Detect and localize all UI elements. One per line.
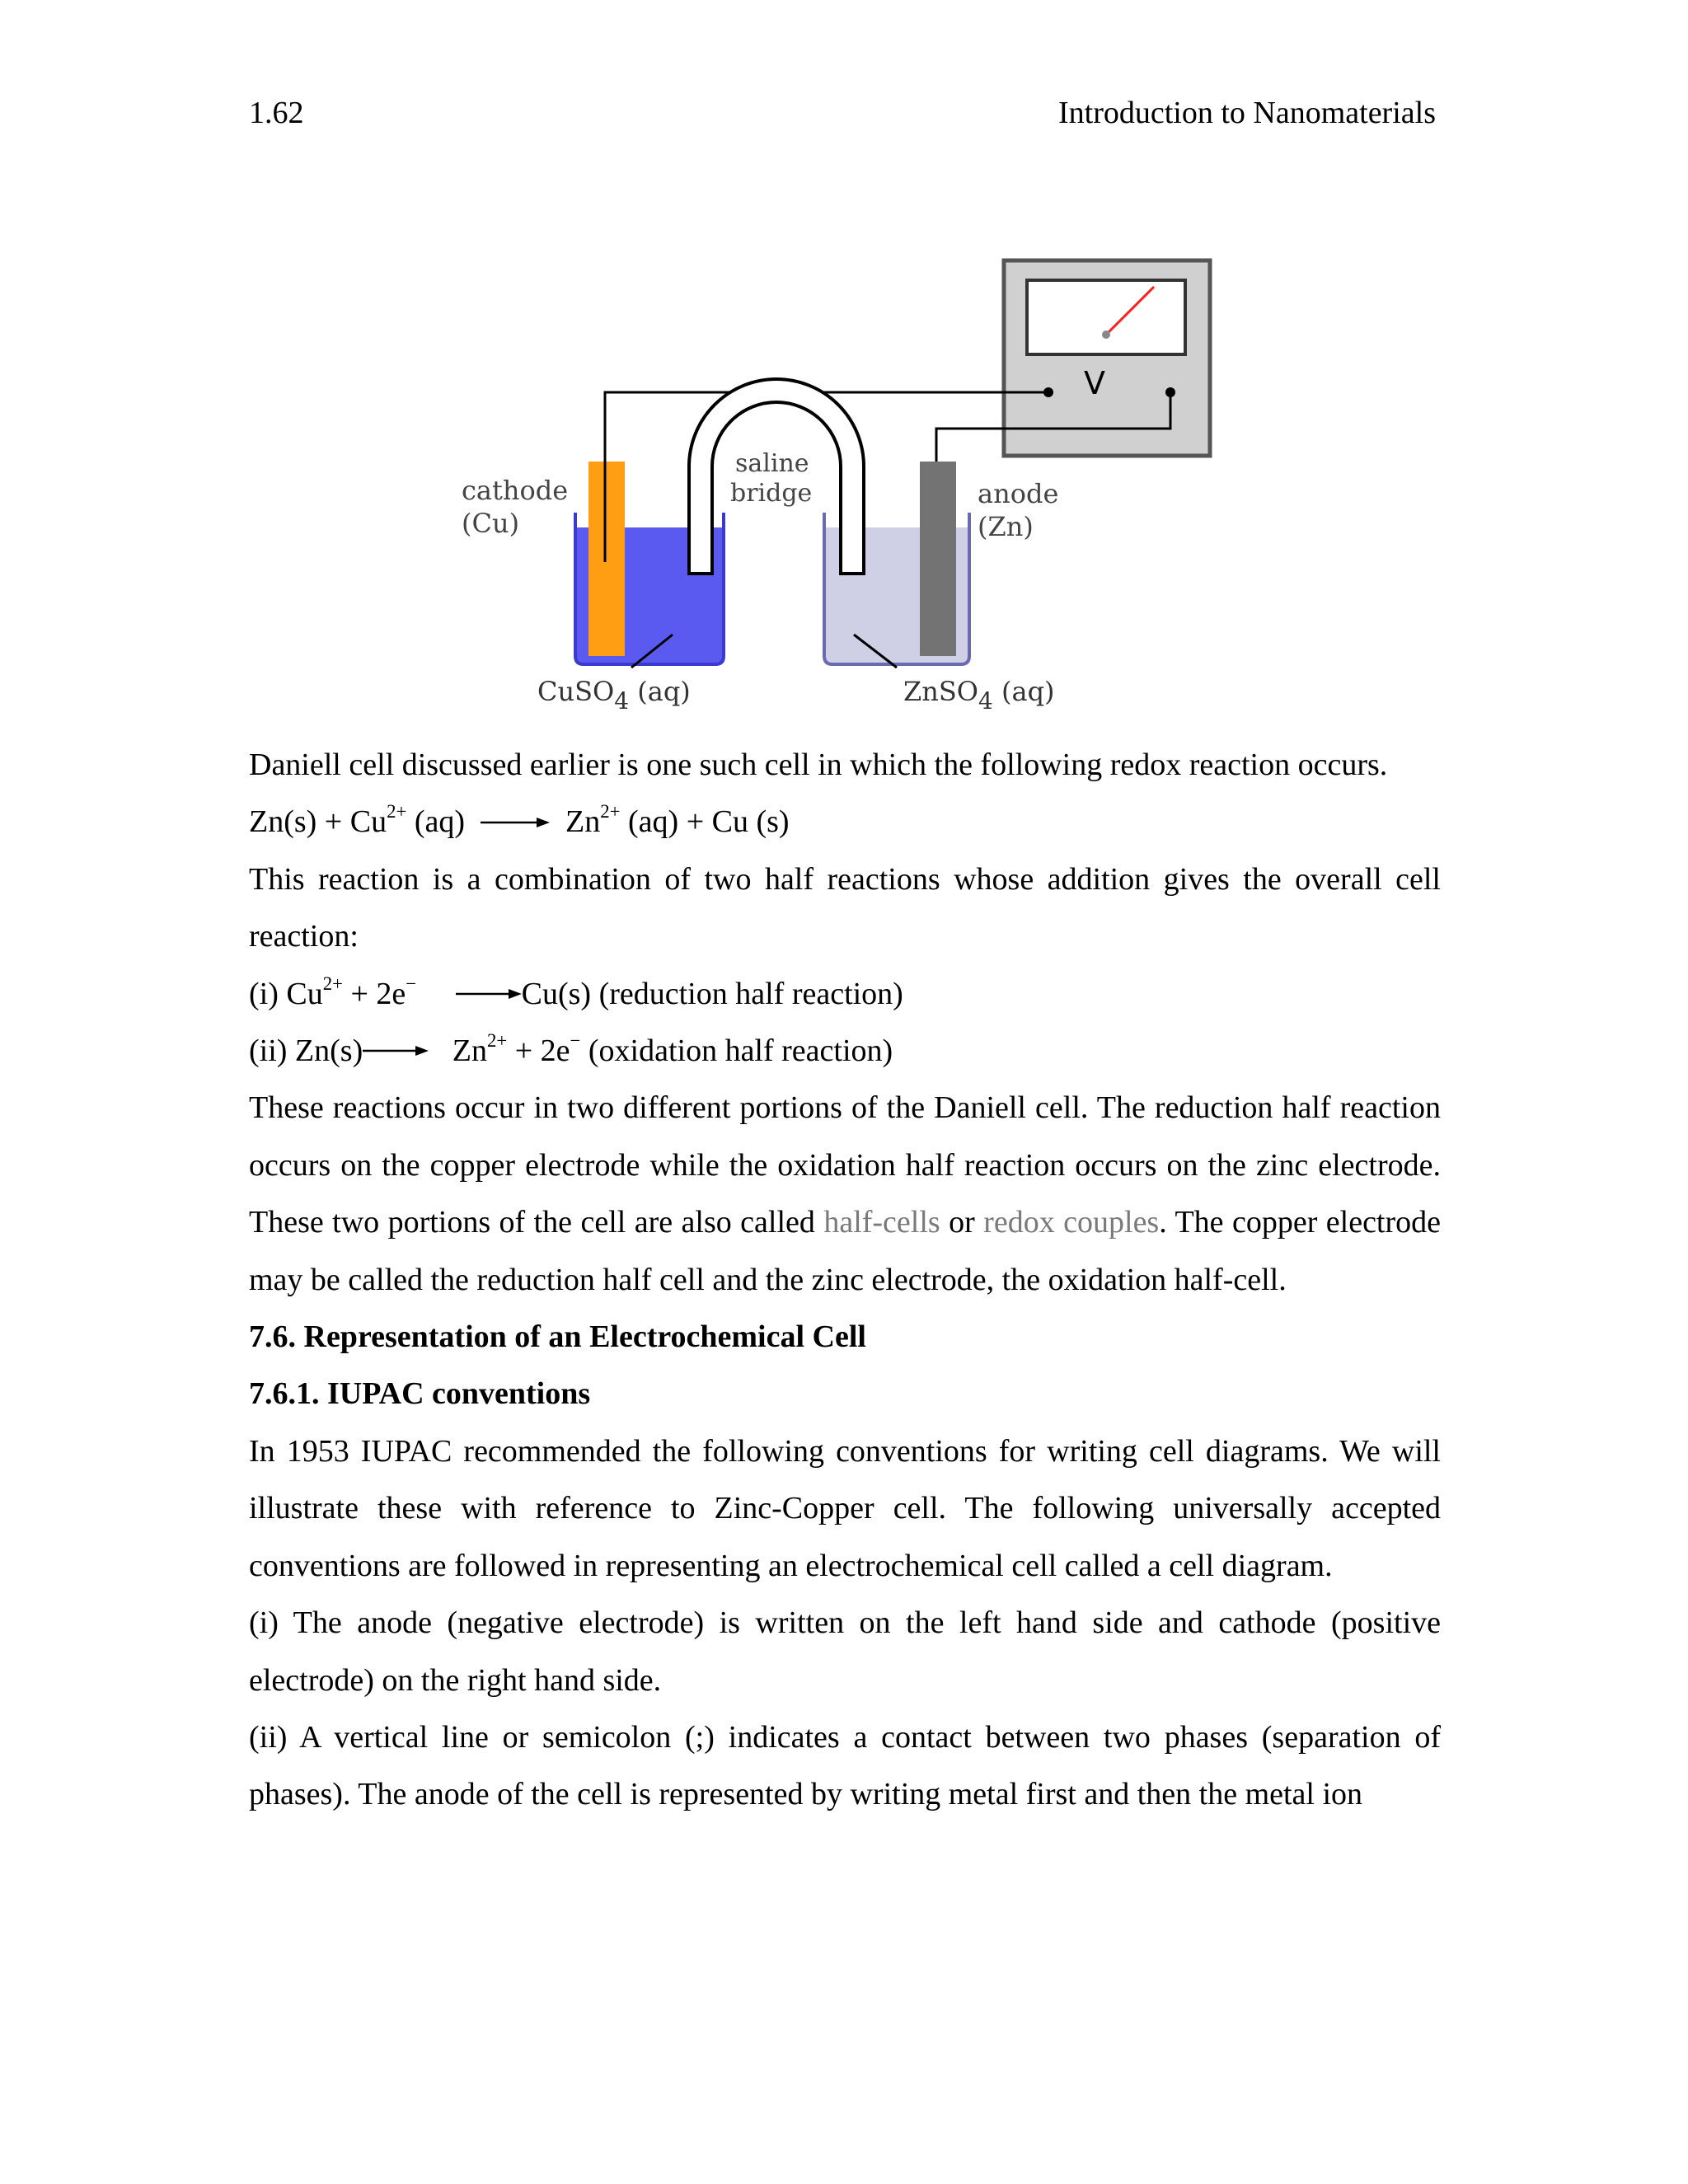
label-anode: anode: [978, 478, 1059, 509]
paragraph-half-cells: These reactions occur in two different portions of the Daniell cell. The reduction half reaction occurs on the copper electrode while the oxidation half reaction occurs on the zinc electrode. These two portions of the cell are also called half-cells or redox couples. The copper electrode may be called the reduction half cell and the zinc electrode, the oxidation half-cell.: [249, 1090, 1442, 1297]
arrow-right-icon: [456, 987, 522, 1001]
subsection-heading: 7.6.1. IUPAC conventions: [249, 1376, 591, 1412]
paragraph-daniell: Daniell cell discussed earlier is one such cell in which the following redox reaction occurs.: [249, 748, 1388, 782]
needle-pivot: [1102, 330, 1110, 339]
half-reaction-oxidation: (ii) Zn(s) $Zn^{2+} + 2e^-$ (oxidation half reaction): [249, 1029, 893, 1069]
paragraph-iupac: In 1953 IUPAC recommended the following conventions for writing cell diagrams. We will illustrate these with reference to Zinc-Copper cell. The following universally accepted conventions are followed in representing an electrochemical cell called a cell diagram.: [249, 1433, 1441, 1583]
arrow-right-icon: [363, 1044, 429, 1057]
label-bridge-1: saline: [735, 449, 809, 478]
label-bridge-2: bridge: [730, 479, 813, 508]
term-half-cells: half-cells: [823, 1205, 940, 1240]
convention-2: (ii) A vertical line or semicolon (;) indicates a contact between two phases (separation of phases). The anode of the cell is represented by writing metal first and then the metal ion: [249, 1719, 1441, 1812]
equation-overall: $Zn(s) + Cu^{2+}$ (aq) $Zn^{2+}$ (aq) + Cu (s): [249, 801, 790, 840]
body-text: [249, 737, 1441, 1824]
convention-1: (i) The anode (negative electrode) is written on the left hand side and cathode (positive electrode) on the right hand side.: [249, 1605, 1441, 1698]
daniell-cell-figure: [445, 247, 1236, 725]
label-anode-metal: (Zn): [978, 511, 1034, 542]
half-reaction-reduction: (i) $Cu^{2+} + 2e^-$ Cu(s) (reduction half reaction): [249, 972, 903, 1011]
daniell-cell-diagram: [445, 247, 1236, 725]
zinc-electrode: [920, 462, 956, 656]
label-znso4: ZnSO4 (aq): [903, 676, 1055, 715]
label-cathode: cathode: [462, 475, 569, 506]
copper-electrode: [588, 462, 625, 656]
section-heading: 7.6. Representation of an Electrochemical Cell: [249, 1319, 866, 1355]
arrow-right-icon: [481, 816, 550, 829]
label-cuso4: CuSO4 (aq): [537, 676, 691, 715]
page-number: 1.62: [249, 96, 304, 130]
paragraph-half-reactions-intro: This reaction is a combination of two half reactions whose addition gives the overall cell reaction:: [249, 861, 1441, 954]
voltmeter-display: [1027, 280, 1185, 354]
label-cathode-metal: (Cu): [462, 508, 520, 539]
voltmeter-symbol: V: [1084, 365, 1105, 401]
term-redox-couples: redox couples: [983, 1205, 1160, 1240]
running-title: Introduction to Nanomaterials: [1058, 96, 1436, 130]
